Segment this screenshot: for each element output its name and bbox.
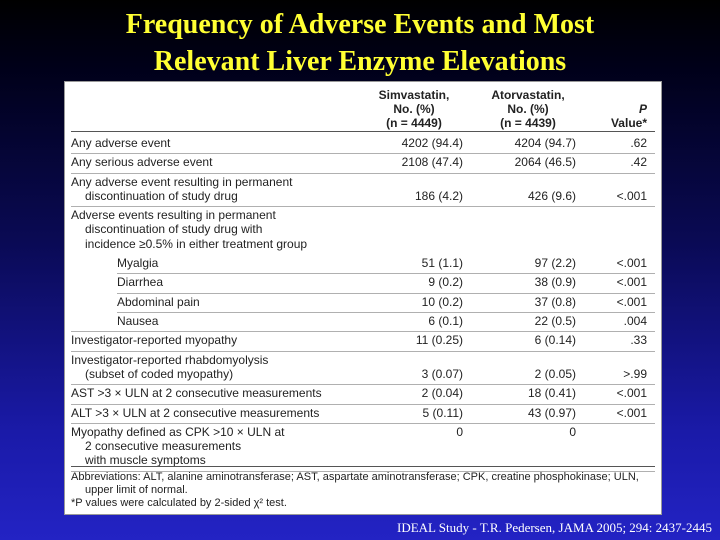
table-row — [65, 312, 661, 331]
cell-simvastatin: 186 (4.2) — [414, 188, 463, 203]
header-atorvastatin-line-2: No. (%) — [507, 102, 549, 116]
cell-pvalue: >.99 — [623, 366, 647, 381]
cell-simvastatin: 6 (0.1) — [428, 314, 463, 328]
header-pvalue-line-2: Value* — [610, 116, 647, 130]
cell-pvalue: <.001 — [616, 405, 647, 420]
row-divider — [71, 471, 655, 472]
cell-simvastatin: 5 (0.11) — [422, 405, 463, 420]
header-pvalue-line-1: P — [638, 102, 647, 116]
row-divider — [71, 423, 655, 424]
cell-pvalue: <.001 — [616, 256, 647, 271]
row-divider — [71, 404, 655, 405]
row-divider — [71, 173, 655, 174]
header-atorvastatin-line-1: Atorvastatin, — [491, 88, 565, 102]
row-divider — [71, 206, 655, 207]
cell-pvalue: <.001 — [616, 386, 647, 401]
cell-pvalue: <.001 — [616, 188, 647, 203]
cell-atorvastatin: 18 (0.41) — [527, 386, 576, 401]
table-row — [65, 173, 661, 207]
table-row — [65, 134, 661, 153]
row-divider — [71, 351, 655, 352]
cell-pvalue: .62 — [630, 136, 647, 150]
cell-pvalue: <.001 — [616, 275, 647, 290]
citation: IDEAL Study - T.R. Pedersen, JAMA 2005; 294: 2437-2445 — [397, 520, 712, 535]
adverse-events-table — [64, 81, 662, 515]
row-label: discontinuation of study drug — [85, 188, 238, 203]
row-label: ALT >3 × ULN at 2 consecutive measurements — [71, 405, 320, 420]
row-label: with muscle symptoms — [85, 453, 206, 468]
table-row — [65, 351, 661, 385]
cell-simvastatin: 2 (0.04) — [421, 386, 463, 401]
row-label: Any adverse event — [71, 136, 171, 150]
header-simvastatin-line-1: Simvastatin, — [378, 88, 450, 102]
row-sublabel: Diarrhea — [117, 275, 164, 290]
row-label: Any serious adverse event — [71, 155, 213, 170]
table-row — [65, 273, 661, 292]
cell-simvastatin: 11 (0.25) — [415, 333, 463, 348]
cell-simvastatin: 3 (0.07) — [421, 366, 463, 381]
cell-simvastatin: 51 (1.1) — [421, 256, 463, 271]
header-divider — [71, 131, 655, 132]
table-row — [65, 293, 661, 312]
row-label: incidence ≥0.5% in either treatment group — [85, 236, 308, 251]
slide-title-line-1: Frequency of Adverse Events and Most — [125, 9, 595, 40]
table-row — [65, 153, 661, 172]
row-sublabel: Abdominal pain — [117, 294, 200, 309]
cell-atorvastatin: 97 (2.2) — [534, 256, 576, 271]
footer-divider — [71, 466, 655, 467]
footnote-pvalue: *P values were calculated by 2-sided χ² test. — [71, 497, 287, 509]
cell-atorvastatin: 2064 (46.5) — [514, 155, 576, 170]
header-simvastatin-line-3: (n = 4449) — [386, 116, 442, 130]
row-divider — [71, 331, 655, 332]
footnote-abbreviations-cont: upper limit of normal. — [85, 484, 188, 496]
cell-simvastatin: 2108 (47.4) — [401, 155, 463, 170]
row-label: Any adverse event resulting in permanent — [71, 174, 293, 189]
slide-title — [0, 6, 720, 80]
table-row — [65, 206, 661, 254]
cell-pvalue: .33 — [630, 333, 647, 348]
cell-atorvastatin: 38 (0.9) — [534, 275, 576, 290]
table-row — [65, 254, 661, 273]
row-sublabel: Myalgia — [117, 256, 159, 271]
row-label: (subset of coded myopathy) — [85, 366, 234, 381]
cell-atorvastatin: 4204 (94.7) — [514, 136, 576, 150]
row-divider — [117, 273, 655, 274]
row-sublabel: Nausea — [117, 314, 159, 328]
header-pvalue — [593, 102, 647, 130]
cell-simvastatin: 4202 (94.4) — [401, 136, 463, 150]
row-label: Myopathy defined as CPK >10 × ULN at — [71, 424, 285, 439]
row-divider — [71, 153, 655, 154]
cell-simvastatin: 10 (0.2) — [421, 294, 463, 309]
table-row — [65, 404, 661, 423]
cell-atorvastatin: 426 (9.6) — [527, 188, 576, 203]
cell-pvalue: .004 — [623, 314, 647, 328]
cell-simvastatin: 0 — [456, 424, 463, 439]
row-label: Investigator-reported myopathy — [71, 333, 238, 348]
footnote-abbreviations: Abbreviations: ALT, alanine aminotransferase; AST, aspartate aminotransferase; CPK, creatine phosphokinase; ULN, — [71, 471, 639, 483]
header-simvastatin-line-2: No. (%) — [393, 102, 435, 116]
cell-atorvastatin: 37 (0.8) — [534, 294, 576, 309]
row-divider — [71, 384, 655, 385]
row-label: Adverse events resulting in permanent — [71, 208, 276, 223]
cell-atorvastatin: 6 (0.14) — [534, 333, 576, 348]
header-atorvastatin-line-3: (n = 4439) — [500, 116, 556, 130]
table-row — [65, 331, 661, 350]
row-label: AST >3 × ULN at 2 consecutive measurements — [71, 386, 322, 401]
row-divider — [117, 312, 655, 313]
cell-pvalue: <.001 — [616, 294, 647, 309]
row-label: discontinuation of study drug with — [85, 222, 263, 237]
row-divider — [117, 293, 655, 294]
cell-atorvastatin: 0 — [569, 424, 576, 439]
row-label: Investigator-reported rhabdomyolysis — [71, 352, 269, 367]
cell-atorvastatin: 22 (0.5) — [534, 314, 576, 328]
cell-atorvastatin: 43 (0.97) — [527, 405, 576, 420]
cell-simvastatin: 9 (0.2) — [428, 275, 463, 290]
slide-title-line-2: Relevant Liver Enzyme Elevations — [153, 46, 567, 77]
cell-atorvastatin: 2 (0.05) — [534, 366, 576, 381]
table-row — [65, 423, 661, 471]
header-simvastatin — [365, 88, 463, 130]
cell-pvalue: .42 — [630, 155, 647, 170]
header-atorvastatin — [480, 88, 576, 130]
row-label: 2 consecutive measurements — [85, 439, 242, 454]
table-row — [65, 384, 661, 403]
